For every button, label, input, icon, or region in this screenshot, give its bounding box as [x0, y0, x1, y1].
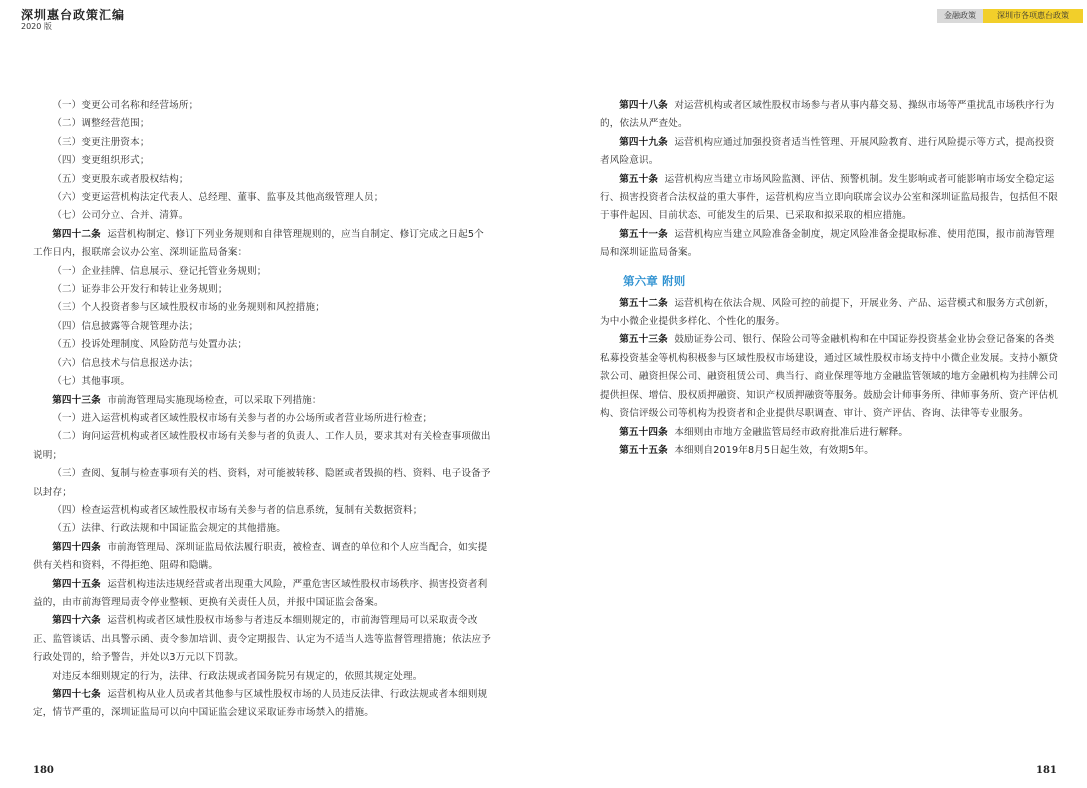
- article-text: 运营机构应当建立风险准备金制度，规定风险准备金提取标准、使用范围，报市前海管理局和深圳证监局备案。: [600, 228, 1055, 259]
- article-heading: 第五十一条: [619, 228, 668, 240]
- list-item: （三）个人投资者参与区域性股权市场的业务规则和风控措施；: [52, 302, 326, 314]
- article-55: [600, 442, 1058, 460]
- article-45: [33, 576, 491, 613]
- list-item: （五）变更股东或者股权结构；: [52, 173, 189, 185]
- article-44: [33, 539, 491, 576]
- article-heading: 第四十七条: [52, 689, 101, 700]
- article-heading: 第四十二条: [52, 228, 101, 240]
- article-text: 运营机构制定、修订下列业务规则和自律管理规则的，应当自制定、修订完成之日起5个工作日内，报联席会议办公室、深圳证监局备案：: [33, 228, 484, 259]
- section-tags: [937, 9, 1083, 23]
- article-48: [600, 97, 1058, 134]
- article-54: [600, 424, 1058, 442]
- page-number-right: 181: [1036, 765, 1057, 776]
- article-46-extra: 对违反本细则规定的行为，法律、行政法规或者国务院另有规定的，依照其规定处理。: [52, 670, 423, 682]
- article-text: 运营机构应当建立市场风险监测、评估、预警机制。发生影响或者可能影响市场安全稳定运行、损害投资者合法权益的重大事件，运营机构应当立即向联席会议办公室和深圳证监局报告，包括但不限于事件起因、目前状态、可能发生的后果、已采取和拟采取的相应措施。: [600, 173, 1058, 222]
- list-item: （五）法律、行政法规和中国证监会规定的其他措施。: [52, 523, 287, 535]
- list-item: （七）其他事项。: [52, 376, 131, 388]
- article-text: 运营机构应通过加强投资者适当性管理、开展风险教育、进行风险提示等方式，提高投资者风险意识。: [600, 136, 1055, 167]
- article-heading: 第四十三条: [52, 394, 101, 406]
- list-item: （五）投诉处理制度、风险防范与处置办法；: [52, 339, 248, 351]
- list-item: （一）变更公司名称和经营场所；: [52, 100, 199, 111]
- article-53: [600, 331, 1058, 423]
- article-heading: 第五十四条: [619, 426, 668, 438]
- article-heading: 第四十九条: [619, 136, 668, 148]
- list-item: （二）证券非公开发行和转让业务规则；: [52, 284, 228, 296]
- article-52: [600, 295, 1058, 332]
- article-42: [33, 226, 491, 263]
- left-page-body: [33, 97, 491, 723]
- article-text: 对运营机构或者区域性股权市场参与者从事内幕交易、操纵市场等严重扰乱市场秩序行为的，依法从严查处。: [600, 100, 1055, 130]
- list-item: （六）变更运营机构法定代表人、总经理、董事、监事及其他高级管理人员；: [52, 192, 384, 204]
- article-text: 本细则由市地方金融监管局经市政府批准后进行解释。: [674, 426, 909, 438]
- article-46: [33, 612, 491, 667]
- list-item: （二）询问运营机构或者区域性股权市场有关参与者的负责人、工作人员，要求其对有关检查事项做出说明；: [33, 431, 491, 461]
- article-51: [600, 226, 1058, 263]
- article-text: 市前海管理局、深圳证监局依法履行职责，被检查、调查的单位和个人应当配合，如实提供有关档和资料，不得拒绝、阻碍和隐瞒。: [33, 541, 488, 572]
- article-heading: 第五十五条: [619, 444, 668, 456]
- page-number-left: 180: [33, 765, 54, 776]
- article-heading: 第四十六条: [52, 615, 101, 627]
- article-heading: 第五十二条: [619, 297, 668, 309]
- right-page-body: [600, 97, 1058, 460]
- article-heading: 第四十八条: [619, 100, 668, 111]
- article-heading: 第五十条: [619, 173, 659, 185]
- list-item: （四）变更组织形式；: [52, 155, 150, 167]
- tag-finance-policy: 金融政策: [937, 9, 983, 23]
- article-heading: 第四十四条: [52, 541, 101, 553]
- list-item: （七）公司分立、合并、清算。: [52, 210, 189, 222]
- list-item: （四）检查运营机构或者区域性股权市场有关参与者的信息系统，复制有关数据资料；: [52, 504, 423, 516]
- list-item: （六）信息技术与信息报送办法；: [52, 357, 199, 369]
- chapter-heading: 第六章 附则: [623, 273, 686, 288]
- header-year: 2020 版: [21, 22, 52, 31]
- list-item: （二）调整经营范围；: [52, 118, 150, 130]
- article-49: [600, 134, 1058, 171]
- article-text: 市前海管理局实施现场检查，可以采取下列措施：: [107, 394, 322, 406]
- list-item: （四）信息披露等合规管理办法；: [52, 320, 199, 332]
- article-47: [33, 686, 491, 723]
- article-heading: 第四十五条: [52, 578, 101, 590]
- tag-shenzhen-policies: 深圳市各项惠台政策: [983, 9, 1083, 23]
- article-text: 运营机构违法违规经营或者出现重大风险，严重危害区域性股权市场秩序、损害投资者利益的，由市前海管理局责令停业整顿、更换有关责任人员，并报中国证监会备案。: [33, 578, 488, 608]
- article-heading: 第五十三条: [619, 334, 668, 346]
- article-text: 运营机构从业人员或者其他参与区域性股权市场的人员违反法律、行政法规或者本细则规定，情节严重的，深圳证监局可以向中国证监会建议采取证券市场禁入的措施。: [33, 689, 488, 719]
- header-title: 深圳惠台政策汇编: [21, 8, 126, 22]
- list-item: （一）企业挂牌、信息展示、登记托管业务规则；: [52, 265, 267, 277]
- list-item: （一）进入运营机构或者区域性股权市场有关参与者的办公场所或者营业场所进行检查；: [52, 412, 433, 424]
- article-text: 运营机构在依法合规、风险可控的前提下，开展业务、产品、运营模式和服务方式创新，为中小微企业提供多样化、个性化的服务。: [600, 297, 1055, 328]
- article-50: [600, 171, 1058, 226]
- article-text: 本细则自2019年8月5日起生效，有效期5年。: [674, 444, 874, 456]
- article-text: 运营机构或者区域性股权市场参与者违反本细则规定的，市前海管理局可以采取责令改正、监管谈话、出具警示函、责令参加培训、责令定期报告、认定为不适当人选等监督管理措施；依法应予行政处罚的，给予警告，并处以3万元以下罚款。: [33, 615, 491, 664]
- article-43: [33, 392, 491, 410]
- article-text: 鼓励证券公司、银行、保险公司等金融机构和在中国证券投资基金业协会登记备案的各类私募投资基金等机构积极参与区域性股权市场建设，通过区域性股权市场支持中小微企业发展。支持小额贷款公司、融资担保公司、融资租赁公司、典当行、商业保理等地方金融监管领域的地方金融机构为挂牌公司提供担保、增信、股权质押融资、知识产权质押融资等服务。鼓励会计师事务所、律师事务所、资产评估机构、资信评级公司等机构为投资者和企业提供尽职调查、审计、资产评估、咨询、法律等专业服务。: [600, 334, 1058, 420]
- list-item: （三）变更注册资本；: [52, 136, 150, 148]
- list-item: （三）查阅、复制与检查事项有关的档、资料，对可能被转移、隐匿或者毁损的档、资料、电子设备予以封存；: [33, 468, 491, 498]
